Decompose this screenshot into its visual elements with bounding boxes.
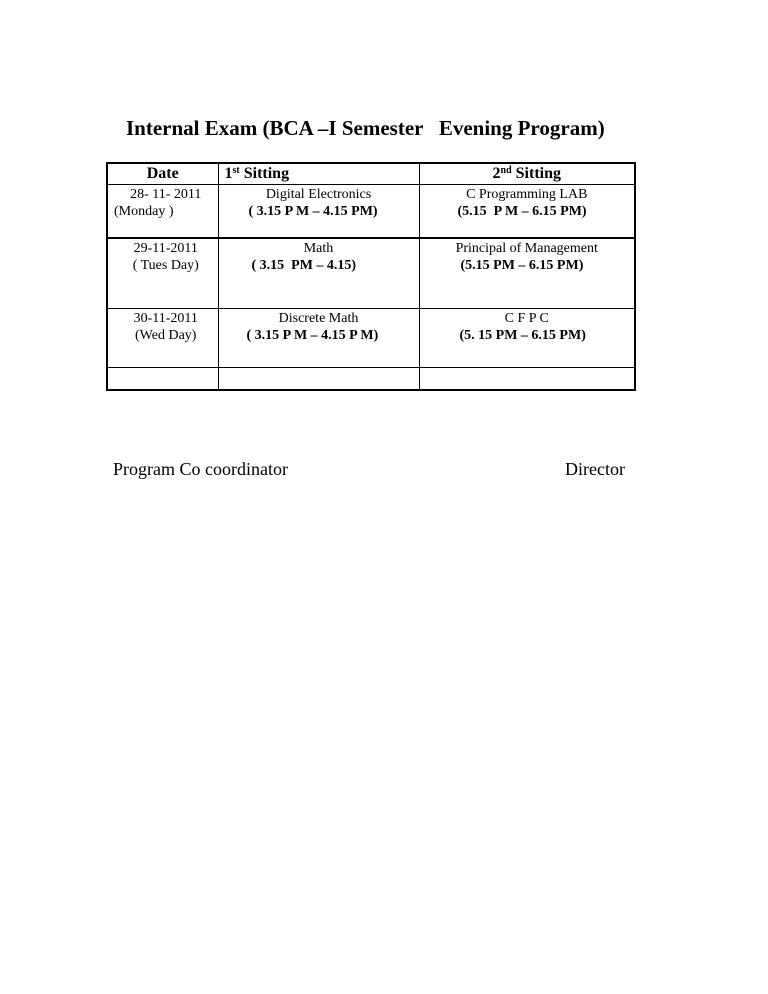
exam-day: ( Tues Day) [132, 258, 199, 273]
first-sitting-cell [218, 238, 419, 309]
second-sitting-cell [419, 238, 635, 309]
document-title: Internal Exam (BCA –I Semester Evening Program) [126, 116, 605, 140]
header-first-label: Sitting [239, 165, 290, 182]
second-sitting-cell [419, 185, 635, 239]
empty-cell [218, 368, 419, 391]
exam-day: (Monday ) [114, 204, 174, 219]
table-row [107, 185, 635, 239]
first-subject: Discrete Math [278, 311, 359, 326]
first-time: ( 3.15 P M – 4.15 P M) [246, 328, 379, 343]
header-first-num: 1 [224, 165, 233, 182]
empty-cell [107, 368, 218, 391]
header-second-label: Sitting [511, 165, 561, 182]
empty-cell [419, 368, 635, 391]
header-first-sup: st [232, 165, 240, 176]
first-sitting-cell [218, 309, 419, 368]
exam-date: 30-11-2011 [133, 311, 198, 326]
second-time: (5.15 P M – 6.15 PM) [457, 204, 587, 219]
first-sitting-cell [218, 185, 419, 239]
header-first-sitting [218, 163, 419, 185]
table-row [107, 309, 635, 368]
exam-date: 29-11-2011 [133, 241, 198, 256]
table-row-empty [107, 368, 635, 391]
header-second-sitting [419, 163, 635, 185]
header-date: Date [107, 163, 218, 185]
exam-date: 28- 11- 2011 [130, 187, 202, 202]
first-time: ( 3.15 PM – 4.15) [251, 258, 357, 273]
first-time: ( 3.15 P M – 4.15 PM) [248, 204, 378, 219]
signature-director: Director [565, 459, 625, 479]
date-cell [107, 185, 218, 239]
second-subject: C Programming LAB [466, 187, 588, 202]
exam-day: (Wed Day) [135, 328, 197, 343]
exam-schedule-table [106, 162, 636, 391]
first-subject: Digital Electronics [265, 187, 372, 202]
second-subject: Principal of Management [455, 241, 598, 256]
header-second-sup: nd [500, 165, 512, 176]
header-second-num: 2 [492, 165, 501, 182]
second-time: (5.15 PM – 6.15 PM) [460, 258, 584, 273]
date-cell [107, 238, 218, 309]
table-row [107, 238, 635, 309]
second-time: (5. 15 PM – 6.15 PM) [459, 328, 586, 343]
second-subject: C F P C [504, 311, 549, 326]
table-header-row [107, 163, 635, 185]
signature-program-coordinator: Program Co coordinator [113, 459, 288, 479]
first-subject: Math [303, 241, 334, 256]
date-cell [107, 309, 218, 368]
second-sitting-cell [419, 309, 635, 368]
